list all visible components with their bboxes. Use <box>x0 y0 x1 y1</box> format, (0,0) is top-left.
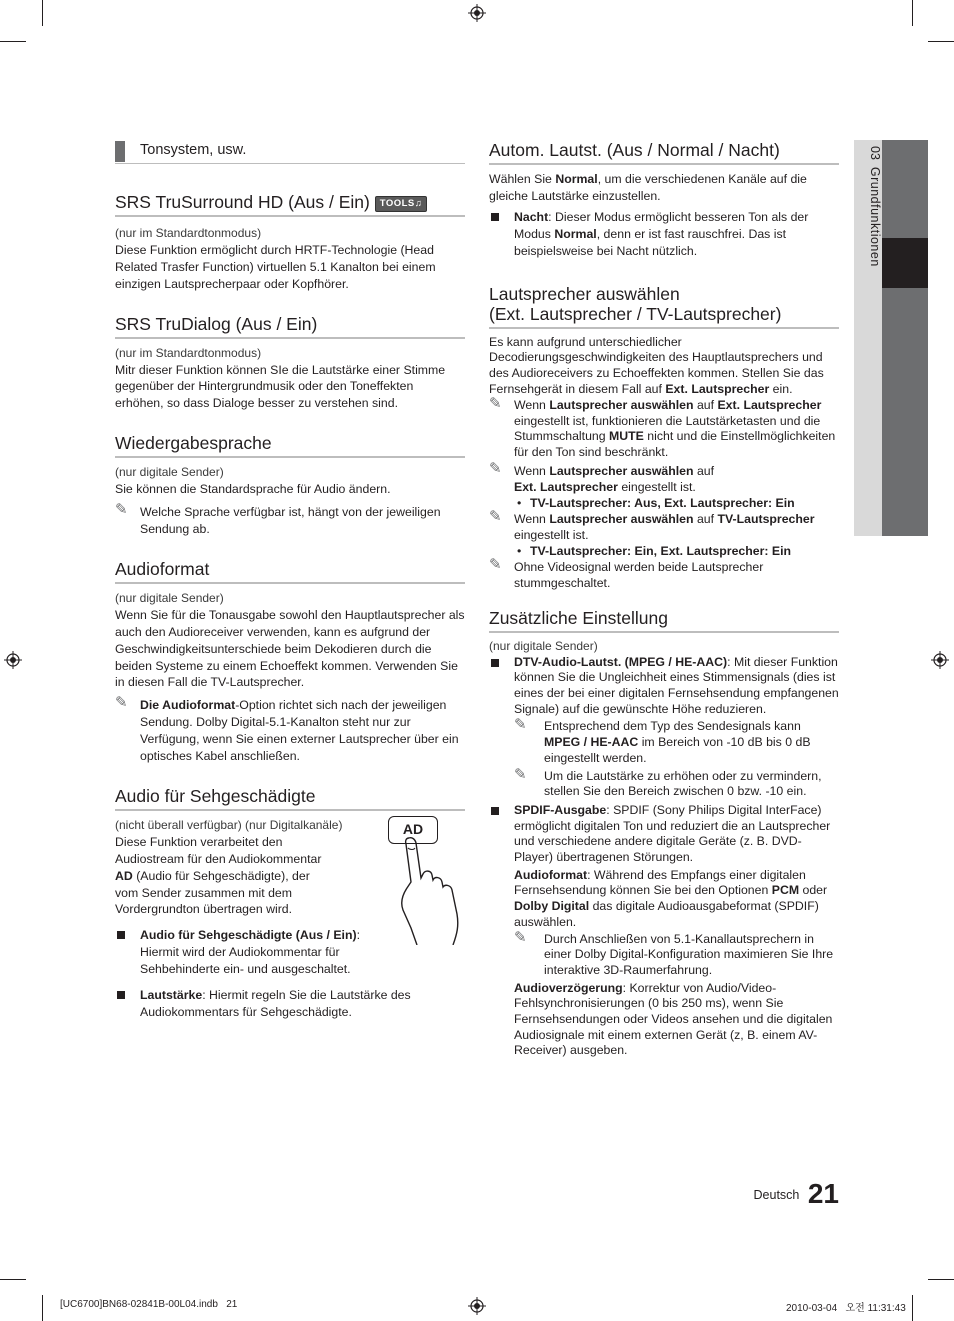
crop-mark <box>42 0 43 26</box>
section-audioformat <box>115 559 465 765</box>
section-subtitle: (nur digitale Sender) <box>489 638 598 653</box>
pointing-hand-icon <box>385 830 465 945</box>
registration-mark-icon <box>468 4 486 22</box>
note: ✎ Wenn Lautsprecher auswählen auf TV-Lautsprecher eingestellt ist. • TV-Lautsprecher: Ein, Ext. Lautsprecher: Ein <box>489 511 839 559</box>
section-text: Es kann aufgrund unterschiedlicher Decodierungsgeschwindigkeiten des Hauptlautsprechers und des Audioreceivers zu Echoeffekten kommen. Stellen Sie das Fernsehgerät in diesem Fall auf Ext. Lautsprecher ein. <box>489 334 824 396</box>
section-text: Sie können die Standardsprache für Audio ändern. <box>115 482 391 497</box>
section-title: Audioformat <box>115 559 465 584</box>
list-item: DTV-Audio-Lautst. (MPEG / HE-AAC): Mit dieser Funktion können Sie die Ungleichheit eines Stimmensignals (dies ist eines der bei einer digitalen Fernsehsendung empfangenen Signale) auf die gewünschte Höhe reduzieren. ✎ Entsprechend dem Typ des Sendesignals kann MPEG / HE-AAC im Bereich von -10 dB bis 0 dB eingestellt werden. ✎ Um die Lautstärke zu erhöhen oder zu vermindern, stellen Sie den Bereich zwischen 0 bzw. -10 ein. <box>489 655 839 800</box>
note: ✎ Wenn Lautsprecher auswählen auf Ext. Lautsprecher eingestellt ist. • TV-Lautsprecher: Aus, Ext. Lautsprecher: Ein <box>489 463 839 511</box>
note-pencil-icon: ✎ <box>489 507 502 525</box>
crop-mark <box>0 1279 26 1280</box>
bullet-square-icon <box>491 807 499 815</box>
left-column <box>115 140 465 1021</box>
bullet-square-icon <box>491 659 499 667</box>
ad-button-icon: AD <box>388 816 438 844</box>
crop-mark <box>928 1279 954 1280</box>
section-text: Diese Funktion ermöglicht durch HRTF-Technologie (Head Related Trasfer Function) virtuellen 5.1 Kanalton bei einem einzigen Lautsprecherpaar oder Kopfhörer. <box>115 242 436 291</box>
registration-mark-icon <box>468 1297 486 1315</box>
crop-mark <box>42 1295 43 1321</box>
bullet-square-icon <box>117 991 125 999</box>
note-pencil-icon: ✎ <box>115 501 128 519</box>
side-tab-dark <box>882 140 928 536</box>
list-item: SPDIF-Ausgabe: SPDIF (Sony Philips Digital InterFace) ermöglicht digitalen Ton und reduziert die an Lautsprecher und verschiedene andere digitale Geräte (z. B. DVD-Player) übertragenen Störungen. Audioformat: Während des Empfangs einer digitalen Fernsehsendung können Sie bei den Optionen PCM oder Dolby Digital das digitale Audioausgabeformat (SPDIF) auswählen. ✎ Durch Anschließen von 5.1-Kanallautsprechern in einer Dolby Digital-Konfiguration maximieren Sie Ihre interaktive 3D-Raumerfahrung. Audioverzögerung: Korrektur von Audio/Video-Fehlsynchronisierungen (0 bis 250 ms), wenn Sie Fernsehsendungen oder Videos ansehen und die digitalen Audiosignale mit einem externen Gerät (z, B. einem AV-Receiver) ausgeben. <box>489 803 839 1059</box>
section-lautsprecher <box>489 284 839 591</box>
page-number: 21 <box>807 1178 839 1209</box>
section-text: Wählen Sie Normal, um die verschiedenen Kanäle auf die gleiche Lautstärke einzustellen. <box>489 172 807 203</box>
note-pencil-icon: ✎ <box>489 459 502 477</box>
section-subtitle: (nicht überall verfügbar) (nur Digitalkanäle) <box>115 817 343 832</box>
note: ✎ Die Audioformat-Option richtet sich nach der jeweiligen Sendung. Dolby Digital-5.1-Kanalton steht nur zur Verfügung, wenn Sie einen externer Lautsprecher über ein optisches Kabel anschließen. <box>115 694 459 764</box>
section-wiedergabesprache <box>115 433 465 538</box>
crop-mark <box>928 41 954 42</box>
registration-mark-icon <box>931 651 949 669</box>
note-pencil-icon: ✎ <box>514 928 527 946</box>
section-text: Wenn Sie für die Tonausgabe sowohl den Hauptlautsprecher als auch den Audioreceiver verwenden, kann es aufgrund der Geschwindigkeitsunterschiede beim Dekodieren durch die beiden Systeme zu einem Echoeffekt kommen. Verwenden Sie in diesen Fall die TV-Lautsprecher. <box>115 607 465 690</box>
note: ✎ Entsprechend dem Typ des Sendesignals kann MPEG / HE-AAC im Bereich von -10 dB bis 0 dB eingestellt werden. <box>514 716 811 765</box>
chapter-title: Grundfunktionen <box>868 166 882 267</box>
footer-language: Deutsch <box>753 1188 800 1202</box>
registration-mark-icon <box>4 651 22 669</box>
section-srs-trusurround <box>115 192 465 293</box>
print-file-info: [UC6700]BN68-02841B-00L04.indb 21 <box>60 1299 238 1310</box>
section-subtitle: (nur digitale Sender) <box>115 465 224 480</box>
list-item: Lautstärke: Hiermit regeln Sie die Lautstärke des Audiokommentars für Sehgeschädigte. <box>115 987 465 1021</box>
section-title: Lautsprecher auswählen (Ext. Lautsprecher / TV-Lautsprecher) <box>489 284 839 329</box>
section-title: Audio für Sehgeschädigte <box>115 786 465 811</box>
section-subtitle: (nur digitale Sender) <box>115 590 224 605</box>
section-text: Mitr dieser Funktion können SIe die Lautstärke einer Stimme gegenüber der Hintergrundmusik oder den Toneffekten erhöhen, so dass Dialoge besser zu verstehen sind. <box>115 362 446 411</box>
list-item: Nacht: Dieser Modus ermöglicht besseren Ton als der Modus Normal, denn er ist fast rauschfrei. Das ist beispielsweise bei Nacht nützlich. <box>489 209 839 260</box>
section-zusaetzliche <box>489 608 839 1059</box>
note: ✎ Durch Anschließen von 5.1-Kanallautsprechern in einer Dolby Digital-Konfiguration maximieren Sie Ihre interaktive 3D-Raumerfahrung. <box>514 928 834 977</box>
crop-mark <box>912 0 913 26</box>
section-audio-sehgeschaedigte <box>115 786 465 1021</box>
breadcrumb-marker <box>115 141 125 162</box>
list-item: Audio für Sehgeschädigte (Aus / Ein): Hiermit wird der Audiokommentar für Sehbehinderte ein- und ausgeschaltet. <box>115 927 380 978</box>
audioverzoegerung-option: Audioverzögerung: Korrektur von Audio/Video-Fehlsynchronisierungen (0 bis 250 ms), wenn Sie Fernsehsendungen oder Videos ansehen und die digitalen Audiosignale mit einem externen Gerät (z, B. einem AV-Receiver) ausgeben. <box>514 980 833 1058</box>
note: ✎ Ohne Videosignal werden beide Lautsprecher stummgeschaltet. <box>489 555 764 590</box>
section-autom-lautst <box>489 140 839 260</box>
section-title: Autom. Lautst. (Aus / Normal / Nacht) <box>489 140 839 165</box>
tools-badge: TOOLS♫ <box>375 196 428 212</box>
breadcrumb <box>115 140 465 164</box>
chapter-number: 03 <box>868 146 882 160</box>
note-pencil-icon: ✎ <box>489 555 502 573</box>
dot-item: • TV-Lautsprecher: Aus, Ext. Lautsprecher: Ein <box>517 495 795 510</box>
dot-item: • TV-Lautsprecher: Ein, Ext. Lautsprecher: Ein <box>517 543 792 558</box>
right-column <box>489 140 839 1059</box>
breadcrumb-text: Tonsystem, usw. <box>140 142 247 158</box>
section-title: Wiedergabesprache <box>115 433 465 458</box>
section-title: SRS TruDialog (Aus / Ein) <box>115 314 465 339</box>
side-tab-active <box>882 238 928 288</box>
note-pencil-icon: ✎ <box>514 716 527 734</box>
note: ✎ Wenn Lautsprecher auswählen auf Ext. Lautsprecher eingestellt ist, funktionieren die Lautstärketasten und die Stummschaltung MUTE nicht und die Einstellmöglichkeiten für den Ton sind beschränkt. <box>489 394 836 460</box>
section-text: Diese Funktion verarbeitet den Audiostream für den Audiokommentar AD (Audio für Sehgeschädigte), der vom Sender zusammen mit dem Vordergrundton übertragen wird. <box>115 834 322 917</box>
note: ✎ Um die Lautstärke zu erhöhen oder zu vermindern, stellen Sie den Bereich zwischen 0 bzw. -10 ein. <box>514 765 822 799</box>
note-pencil-icon: ✎ <box>115 694 128 712</box>
section-title: Zusätzliche Einstellung <box>489 608 839 633</box>
crop-mark <box>912 1295 913 1321</box>
ad-remote-illustration <box>385 816 465 946</box>
section-subtitle: (nur im Standardtonmodus) <box>115 345 262 360</box>
note-pencil-icon: ✎ <box>514 765 527 783</box>
audioformat-option: Audioformat: Während des Empfangs einer digitalen Fernsehsendung können Sie bei den Optionen PCM oder Dolby Digital das digitale Audioausgabeformat (SPDIF) auswählen. <box>514 867 828 929</box>
section-subtitle: (nur im Standardtonmodus) <box>115 226 262 240</box>
side-tab-label <box>868 146 882 267</box>
bullet-square-icon <box>117 931 125 939</box>
note-pencil-icon: ✎ <box>489 394 502 412</box>
print-date-info: 2010-03-04 오전 11:31:43 <box>786 1303 906 1314</box>
section-srs-trudialog <box>115 314 465 413</box>
section-title: SRS TruSurround HD (Aus / Ein) TOOLS♫ <box>115 192 465 217</box>
note: ✎ Welche Sprache verfügbar ist, hängt von der jeweiligen Sendung ab. <box>115 501 441 536</box>
crop-mark <box>0 41 26 42</box>
bullet-square-icon <box>491 213 499 221</box>
page-footer <box>700 1178 839 1210</box>
